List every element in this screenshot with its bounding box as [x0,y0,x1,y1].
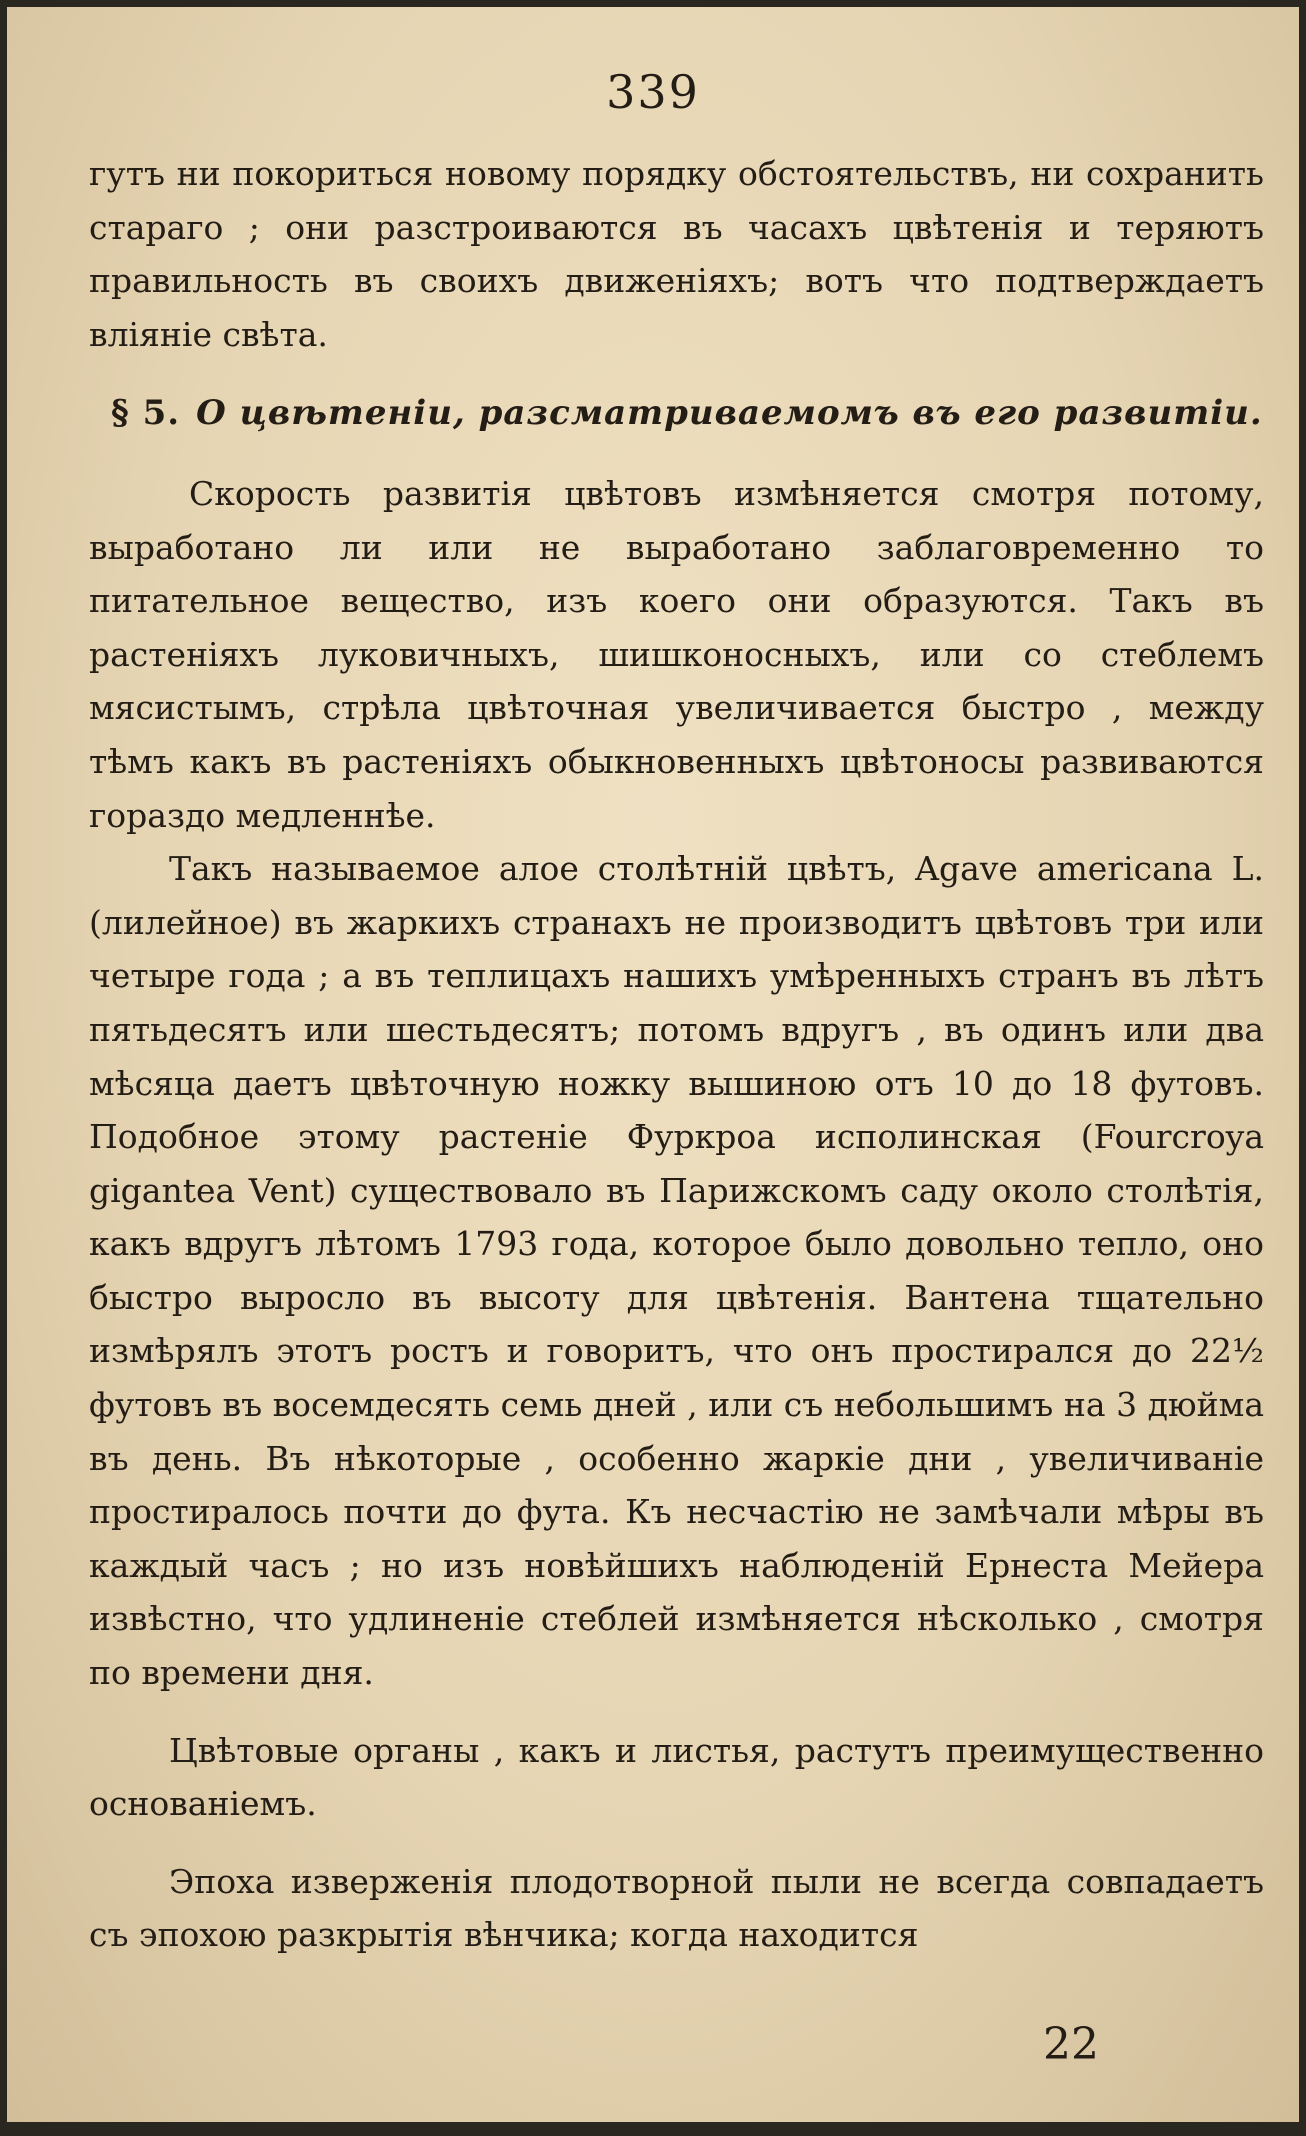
body-text [89,147,1264,1962]
paragraph-pollen-epoch: Эпоха изверженія плодотворной пыли не всегда совпадаетъ съ эпохою разкрытія вѣнчика; когда находится [89,1861,1264,1955]
section-mark: § 5. [111,393,181,434]
paragraph-agave: Такъ называемое алое столѣтній цвѣтъ, Agave americana L. (лилейное) въ жаркихъ странахъ не производитъ цвѣтовъ три или четыре года ; а въ теплицахъ нашихъ умѣренныхъ странъ въ лѣтъ пятьдесятъ или шестьдесятъ; потомъ вдругъ , въ одинъ или два мѣсяца даетъ цвѣточную ножку вышиною отъ 10 до 18 футовъ. Подобное этому растеніе Фуркроа исполинская (Fourcroya gigantea Vent) существовало въ Парижскомъ саду около столѣтія, какъ вдругъ лѣтомъ 1793 года, которое было довольно тепло, оно быстро выросло въ высоту для цвѣтенія. Вантена тщательно измѣрялъ этотъ ростъ и говоритъ, что онъ простирался до 22½ футовъ въ восемдесять семь дней , или съ небольшимъ на 3 дюйма въ день. Въ нѣкоторые , особенно жаркіе дни , увеличиваніе простиралось почти до фута. Къ несчастію не замѣчали мѣры въ каждый часъ ; но изъ новѣйшихъ наблюденій Ернеста Мейера извѣстно, что удлиненіе стеблей измѣняется нѣсколько , смотря по времени дня. [89,849,1264,1693]
section-heading [111,387,1264,441]
document-page [7,7,1299,2122]
signature-mark: 22 [1043,2019,1099,2070]
section-title: О цвѣтеніи, разсматриваемомъ въ его развитіи. [196,393,1263,434]
paragraph-gap [89,1700,1264,1724]
page-number: 339 [606,65,700,119]
paragraph-gap [89,1831,1264,1855]
paragraph-continuation: гутъ ни покориться новому порядку обстоятельствъ, ни сохранить стараго ; они разстроиваются въ часахъ цвѣтенія и теряютъ правильность въ своихъ движеніяхъ; вотъ что подтверждаетъ вліяніе свѣта. [89,154,1264,354]
paragraph-floral-organs: Цвѣтовые органы , какъ и листья, растутъ преимущественно основаніемъ. [89,1730,1264,1824]
paragraph-development-speed: Скорость развитія цвѣтовъ измѣняется смотря потому, выработано ли или не выработано заблаговременно то питательное вещество, изъ коего они образуются. Такъ въ растеніяхъ луковичныхъ, шишконосныхъ, или со стеблемъ мясистымъ, стрѣла цвѣточная увеличивается быстро , между тѣмъ какъ въ растеніяхъ обыкновенныхъ цвѣтоносы развиваются гораздо медленнѣе. [89,473,1264,835]
